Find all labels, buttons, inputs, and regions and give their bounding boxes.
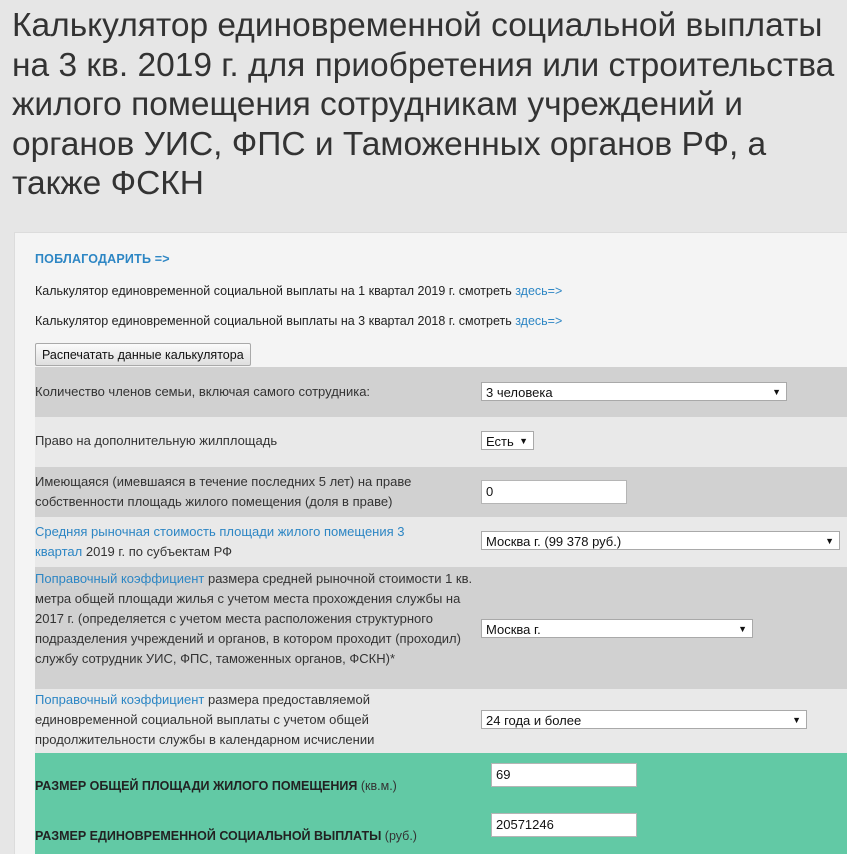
link-line-q1-2019: [35, 284, 562, 298]
label-extra-area: Право на дополнительную жилплощадь: [35, 433, 278, 448]
link-here-q1-2019[interactable]: здесь=>: [515, 284, 563, 298]
row-coef-service: [35, 689, 847, 753]
row-owned-area: [35, 467, 847, 517]
result-area-label: [35, 776, 485, 796]
row-family: [35, 367, 847, 417]
coef-service-link[interactable]: Поправочный коэффициент: [35, 692, 205, 707]
coef-place-link[interactable]: Поправочный коэффициент: [35, 571, 205, 586]
coef-place-label-rest: размера средней рыночной стоимости 1 кв. метра общей площади жилья с учетом места прохождения службы на 2017 г. (определяется с учетом места расположения структурного подразделения учреждений и органов, в котором проходит (проходил) службу сотрудник УИС, ФПС, таможенных органов, ФСКН)*: [35, 571, 473, 666]
coef-service-select[interactable]: [481, 710, 807, 729]
extra-area-select[interactable]: [481, 431, 534, 450]
print-button[interactable]: Распечатать данные калькулятора: [35, 343, 251, 366]
market-price-label-rest: 2019 г. по субъектам РФ: [82, 544, 232, 559]
chevron-down-icon: ▼: [792, 715, 801, 725]
chevron-down-icon: ▼: [772, 387, 781, 397]
label-owned-area: Имеющаяся (имевшаяся в течение последних 5 лет) на праве собственности площадь жилого помещения (доля в праве): [35, 474, 412, 509]
result-area-output[interactable]: 69: [491, 763, 637, 787]
link-here-q3-2018[interactable]: здесь=>: [515, 314, 563, 328]
market-price-link[interactable]: Средняя рыночная стоимость площади жилого помещения 3 квартал: [35, 524, 405, 559]
label-coef-place: [35, 569, 480, 669]
page-title: Калькулятор единовременной социальной выплаты на 3 кв. 2019 г. для приобретения или строительства жилого помещения сотрудникам учреждений и органов УИС, ФПС и Таможенных органов РФ, а также ФСКН: [12, 7, 835, 202]
results-block: [35, 753, 847, 854]
row-extra-area: [35, 417, 847, 467]
result-area-unit: (кв.м.): [357, 779, 397, 793]
coef-service-label-rest: размера предоставляемой единовременной социальной выплаты с учетом общей продолжительности службы в календарном исчислении: [35, 692, 375, 747]
chevron-down-icon: ▼: [825, 536, 834, 546]
result-payment-title: РАЗМЕР ЕДИНОВРЕМЕННОЙ СОЦИАЛЬНОЙ ВЫПЛАТЫ: [35, 829, 382, 843]
coef-place-select-value: Москва г.: [486, 622, 541, 637]
link-line-q3-2018: [35, 314, 562, 328]
result-payment-label: [35, 826, 485, 846]
chevron-down-icon: ▼: [738, 624, 747, 634]
row-market-price: [35, 517, 847, 567]
result-payment-unit: (руб.): [381, 829, 417, 843]
extra-area-select-value: Есть: [486, 434, 514, 449]
link-line-text: Калькулятор единовременной социальной выплаты на 3 квартал 2018 г. смотреть: [35, 314, 516, 328]
link-line-text: Калькулятор единовременной социальной выплаты на 1 квартал 2019 г. смотреть: [35, 284, 516, 298]
label-market-price: [35, 522, 455, 562]
result-area-title: РАЗМЕР ОБЩЕЙ ПЛОЩАДИ ЖИЛОГО ПОМЕЩЕНИЯ: [35, 779, 358, 793]
chevron-down-icon: ▼: [519, 436, 528, 446]
coef-place-select[interactable]: [481, 619, 753, 638]
row-coef-place: [35, 567, 847, 689]
family-select[interactable]: [481, 382, 787, 401]
result-payment-output[interactable]: 20571246: [491, 813, 637, 837]
thank-link[interactable]: ПОБЛАГОДАРИТЬ =>: [35, 252, 170, 266]
owned-area-input[interactable]: 0: [481, 480, 627, 504]
label-family: Количество членов семьи, включая самого сотрудника:: [35, 384, 371, 399]
family-select-value: 3 человека: [486, 385, 553, 400]
label-coef-service: [35, 690, 455, 750]
market-price-select[interactable]: [481, 531, 840, 550]
coef-service-select-value: 24 года и более: [486, 713, 582, 728]
calculator-panel: [14, 232, 847, 854]
market-price-select-value: Москва г. (99 378 руб.): [486, 534, 622, 549]
